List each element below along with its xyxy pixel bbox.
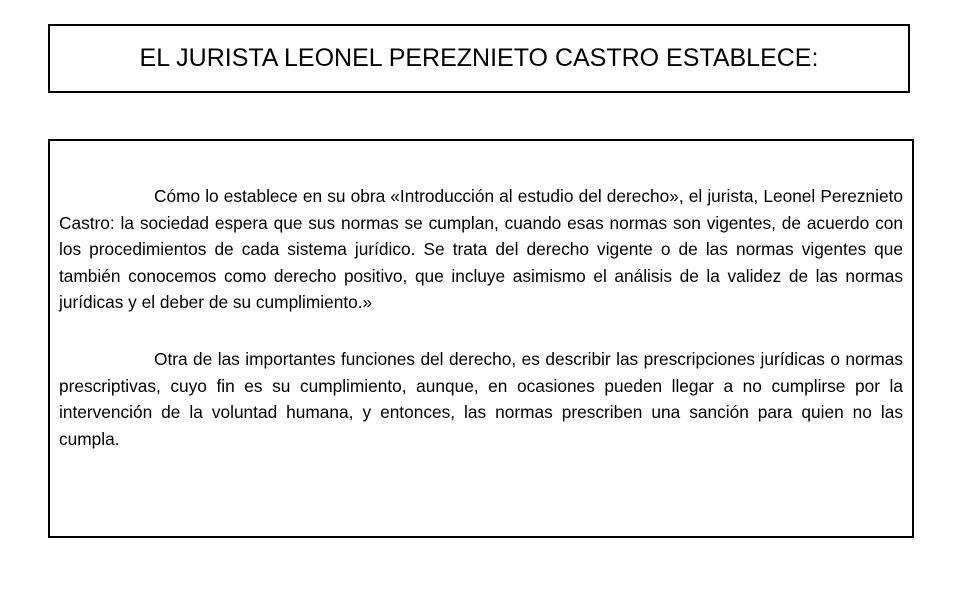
paragraph-1: Cómo lo establece en su obra «Introducción al estudio del derecho», el jurista, Leonel Pereznieto Castro: la sociedad espera que sus normas se cumplan, cuando esas normas son vigentes, de acuerdo con los procedimientos de cada sistema jurídico. Se trata del derecho vigente o de las normas vigentes que también conocemos como derecho positivo, que incluye asimismo el análisis de la validez de las normas jurídicas y el deber de su cumplimiento.» — [59, 186, 903, 313]
slide-title: EL JURISTA LEONEL PEREZNIETO CASTRO ESTABLECE: — [139, 44, 819, 72]
title-box — [48, 24, 910, 93]
content-box — [48, 139, 914, 538]
paragraph-2: Otra de las importantes funciones del derecho, es describir las prescripciones jurídicas o normas prescriptivas, cuyo fin es su cumplimiento, aunque, en ocasiones pueden llegar a no cumplirse por la intervención de la voluntad humana, y entonces, las normas prescriben una sanción para quien no las cumpla. — [59, 348, 903, 449]
